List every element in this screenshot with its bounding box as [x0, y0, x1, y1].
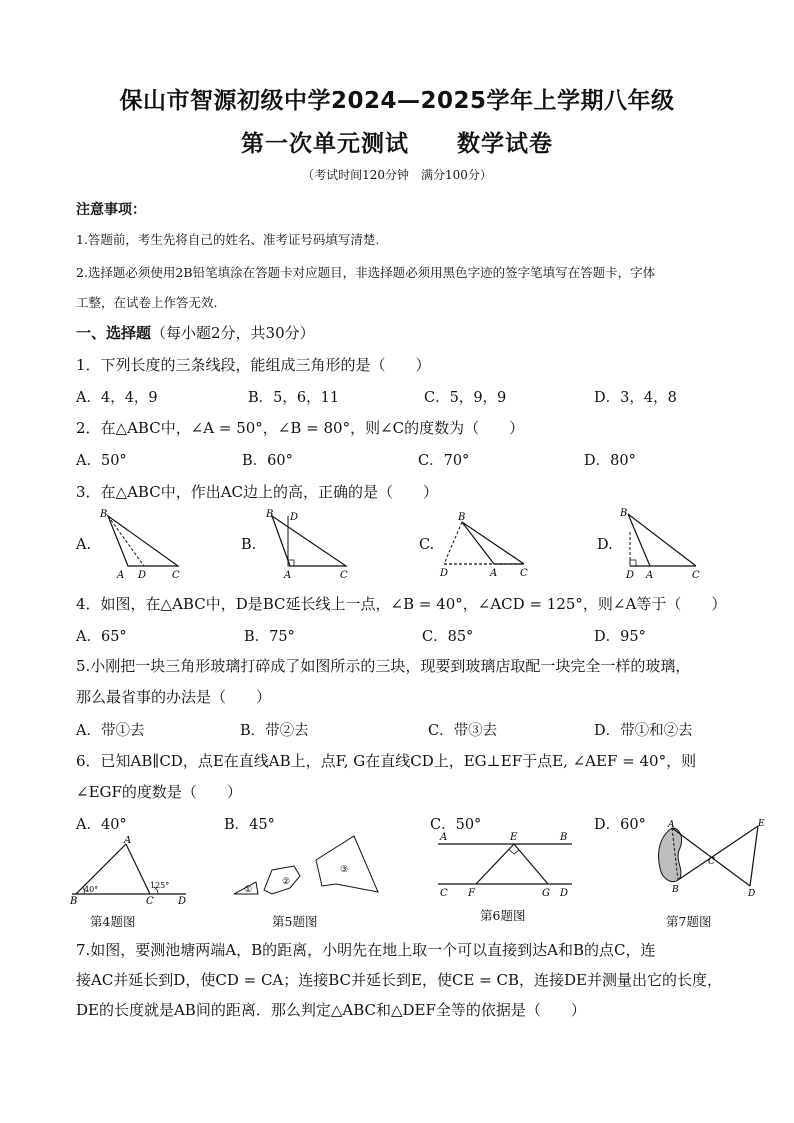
- question-6-line2: ∠EGF的度数是（ ）: [76, 783, 242, 801]
- fig4-label-d: D: [178, 896, 187, 907]
- figure-7: [650, 818, 774, 906]
- fig6-label-g: G: [542, 888, 550, 899]
- fig4-angle-acd: 125°: [150, 881, 170, 890]
- question-7-line1: 7.如图，要测池塘两端A，B的距离，小明先在地上取一个可以直接到达A和B的点C，连: [76, 941, 656, 959]
- fig6-label-f: F: [468, 888, 475, 899]
- q3d-label-b: B: [620, 508, 628, 519]
- q4-option-a: A．65°: [76, 629, 127, 645]
- section-1-title: 一、选择题: [76, 324, 152, 342]
- exam-title-line2: 第一次单元测试 数学试卷: [241, 131, 553, 157]
- question-5-line2: 那么最省事的办法是（ ）: [76, 688, 272, 706]
- question-7-line2: 接AC并延长到D，使CD = CA；连接BC并延长到E，使CE = CB，连接DE并测量出它的长度，: [76, 971, 722, 989]
- q3c-label-c: C: [520, 568, 528, 579]
- q3-figure-a: [96, 506, 188, 586]
- q5-option-b: B．带②去: [240, 723, 309, 739]
- q6-option-b: B．45°: [224, 817, 275, 833]
- q1-option-b: B．5，6，11: [248, 390, 340, 406]
- q6-option-c: C．50°: [430, 817, 482, 833]
- question-1-text: 1．下列长度的三条线段，能组成三角形的是（ ）: [76, 356, 431, 374]
- fig4-label-b: B: [70, 896, 78, 907]
- figure-4: [68, 836, 192, 912]
- fig5-label-2: ②: [282, 877, 291, 887]
- notice-item-1: 1.答题前，考生先将自己的姓名、准考证号码填写清楚.: [76, 232, 380, 247]
- q3a-label-c: C: [172, 570, 180, 581]
- q3-figure-b: [262, 506, 354, 586]
- q3c-label-d: D: [440, 568, 449, 579]
- section-1-note: （每小题2分，共30分）: [151, 324, 315, 342]
- fig7-label-d: D: [748, 889, 756, 899]
- q3-figure-c: [432, 510, 532, 586]
- q3-option-b: B.: [241, 537, 257, 553]
- q4-option-b: B．75°: [244, 629, 295, 645]
- question-7-line3: DE的长度就是AB间的距离．那么判定△ABC和△DEF全等的依据是（ ）: [76, 1001, 586, 1019]
- q3d-label-c: C: [692, 570, 700, 580]
- fig6-label-c: C: [440, 888, 448, 899]
- exam-title-line1: 保山市智源初级中学2024—2025学年上学期八年级: [119, 88, 675, 114]
- q1-option-c: C．5，9，9: [424, 390, 507, 406]
- q3d-label-d: D: [626, 570, 635, 580]
- q3b-label-c: C: [340, 570, 348, 581]
- fig4-label-a: A: [124, 836, 132, 846]
- question-3-text: 3．在△ABC中，作出AC边上的高，正确的是（ ）: [76, 483, 439, 501]
- q3c-label-a: A: [490, 568, 498, 579]
- notice-heading: 注意事项：: [76, 202, 146, 218]
- figure-5: [228, 832, 388, 906]
- fig7-label-b: B: [672, 885, 679, 895]
- q2-option-a: A．50°: [76, 453, 127, 469]
- q3a-label-b: B: [100, 509, 108, 520]
- q3-figure-d: [614, 504, 706, 584]
- q4-option-d: D．95°: [594, 629, 646, 645]
- q3c-label-b: B: [458, 512, 466, 523]
- q1-option-a: A．4，4，9: [76, 390, 158, 406]
- caption-figure-5: 第5题图: [272, 914, 318, 929]
- caption-figure-7: 第7题图: [666, 914, 712, 929]
- fig4-label-c: C: [146, 896, 154, 907]
- fig4-angle-b: 40°: [84, 885, 99, 894]
- section-1-heading: [76, 322, 315, 343]
- q2-option-d: D．80°: [584, 453, 636, 469]
- q5-option-c: C．带③去: [428, 723, 498, 739]
- fig6-label-d: D: [560, 888, 569, 899]
- exam-subtitle: （考试时间120分钟 满分100分）: [302, 168, 492, 182]
- fig6-label-e: E: [510, 832, 518, 843]
- q5-option-d: D．带①和②去: [594, 723, 693, 739]
- question-2-text: 2．在△ABC中，∠A = 50°，∠B = 80°，则∠C的度数为（ ）: [76, 419, 525, 437]
- question-6-line1: 6．已知AB∥CD，点E在直线AB上，点F, G在直线CD上，EG⊥EF于点E, ∠AEF = 40°，则: [76, 752, 697, 770]
- q5-option-a: A．带①去: [76, 723, 145, 739]
- fig7-label-c: C: [708, 857, 715, 867]
- question-4-text: 4．如图，在△ABC中，D是BC延长线上一点，∠B = 40°，∠ACD = 125°，则∠A等于（ ）: [76, 595, 727, 613]
- fig5-label-3: ③: [340, 865, 349, 875]
- figure-6: [432, 830, 580, 906]
- fig5-label-1: ①: [244, 885, 253, 895]
- q3d-label-a: A: [646, 570, 654, 580]
- q6-option-a: A．40°: [76, 817, 127, 833]
- question-5-line1: 5.小刚把一块三角形玻璃打碎成了如图所示的三块，现要到玻璃店取配一块完全一样的玻璃，: [76, 657, 691, 675]
- notice-item-2-line1: 2.选择题必须使用2B铅笔填涂在答题卡对应题目，非选择题必须用黑色字迹的签字笔填写在答题卡，字体: [76, 265, 656, 280]
- fig6-label-b: B: [560, 832, 568, 843]
- q1-option-d: D．3，4，8: [594, 390, 677, 406]
- q3-option-d: D.: [597, 537, 613, 553]
- q2-option-c: C．70°: [418, 453, 470, 469]
- q4-option-c: C．85°: [422, 629, 474, 645]
- fig6-label-a: A: [440, 832, 448, 843]
- q3b-label-a: A: [284, 570, 292, 581]
- fig7-label-a: A: [668, 820, 675, 830]
- notice-item-2-line2: 工整，在试卷上作答无效.: [76, 295, 218, 310]
- q2-option-b: B．60°: [242, 453, 293, 469]
- q6-option-d: D．60°: [594, 817, 646, 833]
- q3a-label-a: A: [117, 570, 125, 581]
- q3b-label-b: B: [266, 509, 274, 520]
- caption-figure-4: 第4题图: [90, 914, 136, 929]
- caption-figure-6: 第6题图: [480, 908, 526, 923]
- q3b-label-d: D: [290, 512, 299, 523]
- q3a-label-d: D: [138, 570, 147, 581]
- q3-option-a: A.: [76, 537, 92, 553]
- q3-option-c: C.: [419, 537, 435, 553]
- fig7-label-e: E: [758, 819, 765, 829]
